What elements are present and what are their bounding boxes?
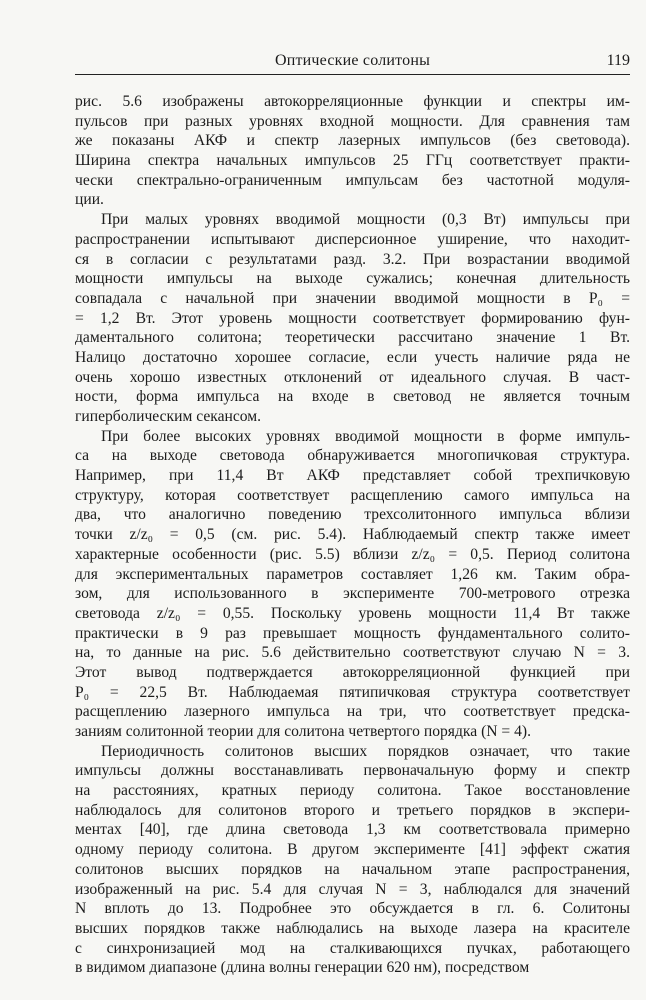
text-line: P₀ = 22,5 Вт. Наблюдаемая пятипичковая структура соответствует [75, 683, 630, 701]
text-line: даментального солитона; теоретически рассчитано значение 1 Вт. [75, 329, 630, 347]
text-line: очень хорошо известных отклонений от идеального случая. В част- [75, 368, 630, 386]
text-line: одному периоду солитона. В другом эксперименте [41] эффект сжатия [75, 841, 630, 859]
text-line: световода z/z₀ = 0,55. Поскольку уровень мощности 11,4 Вт также [75, 604, 630, 622]
text-line: чески спектрально-ограниченным импульсам без частотной модуля- [75, 171, 630, 189]
text-line: распространении испытывают дисперсионное уширение, что находит- [75, 230, 630, 248]
text-line: При малых уровнях вводимой мощности (0,3 Вт) импульсы при [101, 211, 630, 229]
page-number: 119 [606, 52, 630, 69]
text-line: N вплоть до 13. Подробнее это обсуждается в гл. 6. Солитоны [75, 900, 630, 918]
text-line: Ширина спектра начальных импульсов 25 ГГц соответствует практи- [75, 152, 630, 170]
text-line: структуру, которая соответствует расщеплению самого импульса на [75, 486, 630, 504]
text-line: пульсов при разных уровнях входной мощности. Для сравнения там [75, 112, 630, 130]
text-line: ся в согласии с результатами разд. 3.2. При возрастании вводимой [75, 250, 630, 268]
text-line: = 1,2 Вт. Этот уровень мощности соответствует формированию фун- [75, 309, 630, 327]
text-line: ции. [75, 191, 104, 209]
text-line: наблюдалось для солитонов второго и третьего порядков в экспери- [75, 801, 630, 819]
text-line: гиперболическим секансом. [75, 408, 262, 425]
text-line: ментах [40], где длина световода 1,3 км соответствовала примерно [75, 821, 630, 839]
page-header [75, 50, 630, 75]
text-line: точки z/z₀ = 0,5 (см. рис. 5.4). Наблюдаемый спектр также имеет [75, 526, 630, 544]
paragraph [75, 742, 630, 978]
text-line: для экспериментальных параметров составляет 1,26 км. Таким обра- [75, 565, 630, 583]
text-line: При более высоких уровнях вводимой мощности в форме импуль- [101, 427, 630, 445]
text-line: на расстояниях, кратных периоду солитона. Такое восстановление [75, 782, 630, 800]
text-line: рис. 5.6 изображены автокорреляционные функции и спектры им- [75, 93, 630, 110]
text-line: Периодичность солитонов высших порядков означает, что такие [101, 742, 630, 760]
text-line: ности, форма импульса на входе в световод не является точным [75, 388, 630, 406]
text-line: зом, для использованного в эксперименте 700-метрового отрезка [75, 585, 630, 603]
text-line: совпадала с начальной при значении вводимой мощности в P₀ = [75, 289, 630, 307]
text-line: мощности импульсы на выходе сужались; конечная длительность [75, 270, 630, 288]
text-line: расщеплению лазерного импульса на три, что соответствует предска- [75, 703, 630, 721]
text-line: два, что аналогично поведению трехсолитонного импульса вблизи [75, 506, 630, 524]
text-line: в видимом диапазоне (длина волны генерации 620 нм), посредством [75, 959, 530, 977]
paragraph [75, 92, 630, 210]
text-line: практически в 9 раз превышает мощность фундаментального солито- [75, 624, 630, 642]
paragraph [75, 210, 630, 427]
text-line: изображенный на рис. 5.4 для случая N = 3, наблюдался для значений [75, 880, 630, 898]
text-line: солитонов высших порядков на начальном этапе распространения, [75, 860, 630, 878]
text-line: на, то данные на рис. 5.6 действительно соответствуют случаю N = 3. [75, 644, 630, 662]
text-line: высших порядков также наблюдались на выходе лазера на красителе [75, 919, 630, 937]
running-title: Оптические солитоны [274, 52, 431, 69]
text-line: Например, при 11,4 Вт АКФ представляет собой трехпичковую [75, 467, 630, 485]
body-text [75, 92, 630, 978]
text-line: Налицо достаточно хорошее согласие, если учесть наличие ряда не [75, 348, 630, 366]
text-line: с синхронизацией мод на сталкивающихся пучках, работающего [75, 939, 630, 957]
text-line: заниям солитонной теории для солитона четвертого порядка (N = 4). [75, 723, 532, 740]
paragraph [75, 427, 630, 742]
text-line: характерные особенности (рис. 5.5) вблизи z/z₀ = 0,5. Период солитона [75, 545, 630, 563]
text-line: Этот вывод подтверждается автокорреляционной функцией при [75, 663, 630, 681]
text-line: же показаны АКФ и спектр лазерных импульсов (без световода). [75, 132, 630, 150]
text-line: са на выходе световода обнаруживается многопичковая структура. [75, 447, 630, 465]
text-line: импульсы должны восстанавливать первоначальную форму и спектр [75, 762, 630, 780]
